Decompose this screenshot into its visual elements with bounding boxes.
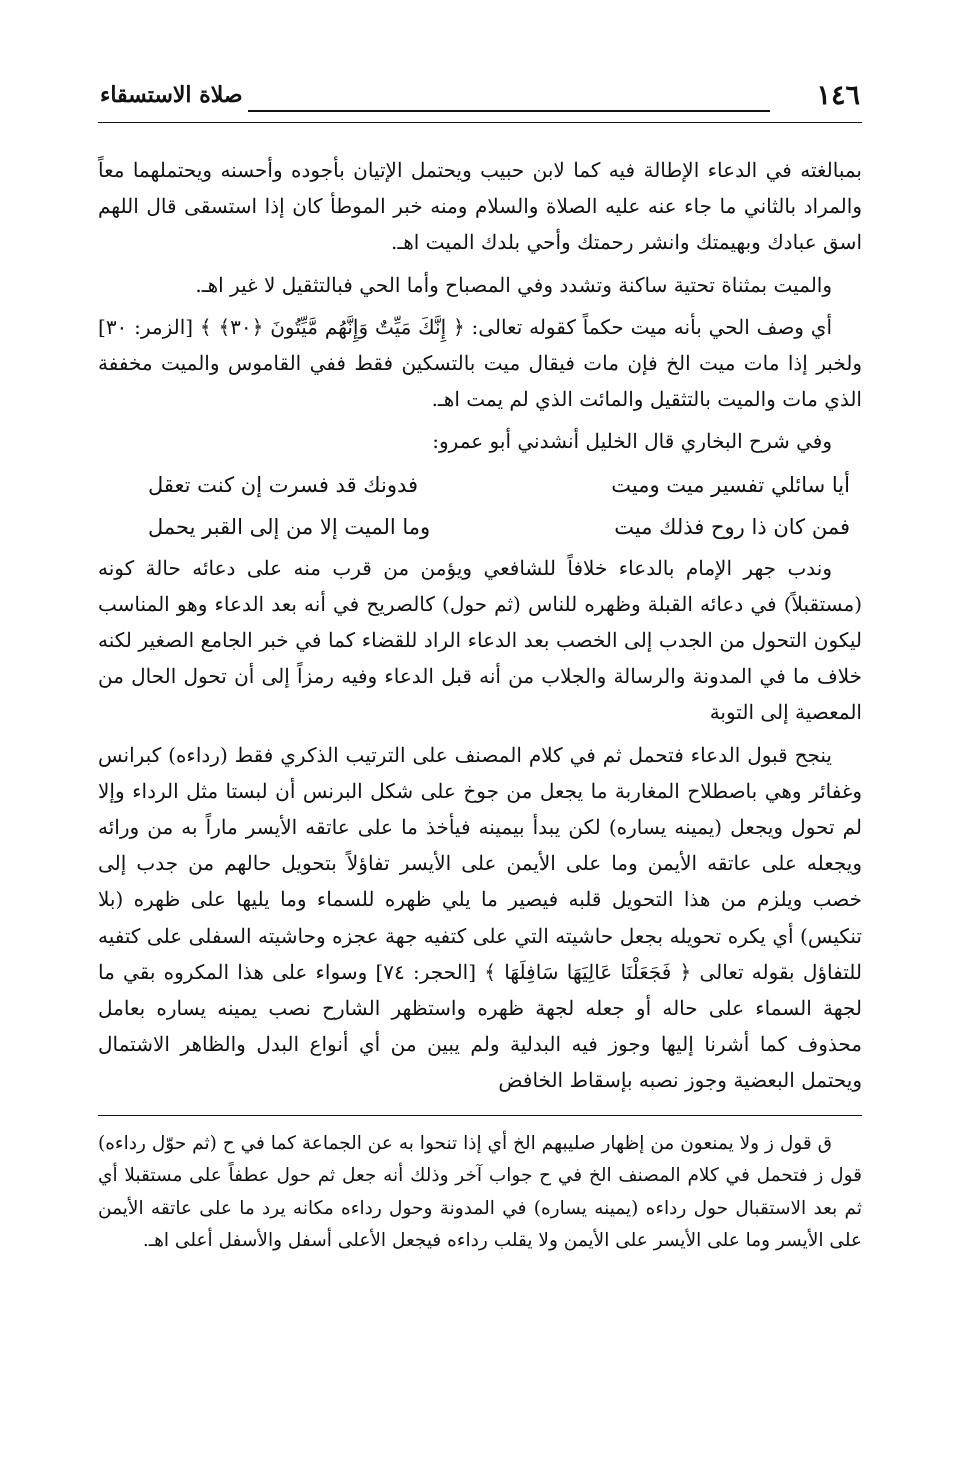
paragraph-1: بمبالغته في الدعاء الإطالة فيه كما لابن حبيب ويحتمل الإتيان بأجوده وأحسنه ويحتملهما معاً والمراد بالثاني ما جاء عنه عليه الصلاة والسلام ومنه خبر الموطأ كان إذا استسقى قال اللهم اسق عبادك وبهيمتك وانشر رحمتك وأحي بلدك الميت اهـ. [98, 158, 862, 255]
footnote-separator [98, 1115, 862, 1116]
paragraph-5-text: وندب جهر الإمام بالدعاء خلافاً للشافعي ويؤمن من قرب منه على دعائه حالة كونه (مستقبلاً) في دعائه القبلة وظهره للناس (ثم حول) كالصريح في أنه بعد الدعاء وهو المناسب ليكون التحول من الجدب إلى الخصب بعد الدعاء الراد للقضاء كما في خبر الجامع الصغير لكنه خلاف ما في المدونة والرسالة والجلاب من أنه قبل الدعاء وفيه رمزاً إلى أن تحول الحال من المعصية إلى التوبة [98, 555, 862, 725]
verse-1-first-hemistich: أيا سائلي تفسير ميت وميت [611, 472, 850, 497]
poem-verse-2 [98, 508, 862, 546]
page-header [98, 80, 862, 124]
footnote-text: ق قول ز ولا يمنعون من إظهار صليبهم الخ أي إذا تنحوا به عن الجماعة كما في ح (ثم حوّل رداءه) قول ز فتحمل في كلام المصنف الخ في ح جواب آخر وذلك أنه جعل ثم حول عطفاً على مستقبلا أي ثم بعد الاستقبال حول رداءه (يمينه يساره) في المدونة وحول رداءه مكانه يرد ما على عاتقه الأيمن على الأيسر وما على الأيسر على الأيمن ولا يقلب رداءه فيجعل الأعلى أسفل والأسفل أعلى اهـ. [98, 1132, 862, 1252]
page-number: ١٤٦ [816, 80, 860, 111]
paragraph-2 [98, 267, 862, 303]
paragraph-4 [98, 423, 862, 459]
verse-2-first-hemistich: فمن كان ذا روح فذلك ميت [614, 514, 850, 539]
book-page [98, 80, 862, 1258]
verse-1-second-hemistich: فدونك قد فسرت إن كنت تعقل [148, 472, 419, 497]
footnote-paragraph [98, 1128, 862, 1258]
paragraph-3-text: أي وصف الحي بأنه ميت حكماً كقوله تعالى: ﴿ إِنَّكَ مَيِّتٌ وَإِنَّهُم مَّيِّتُونَ ﴿٣٠﴾ ﴾ [الزمر: ٣٠] ولخبر إذا مات ميت الخ فإن مات فيقال ميت بالتسكين فقط ففي القاموس والميت مخففة الذي مات والميت بالتثقيل والمائت الذي لم يمت اهـ. [98, 314, 862, 412]
header-bottom-rule [98, 122, 862, 123]
paragraph-3 [98, 309, 862, 418]
main-text [98, 152, 862, 1099]
poem-verse-1 [98, 466, 862, 504]
chapter-title: صلاة الاستسقاء [100, 82, 243, 108]
header-rule [248, 110, 770, 112]
footnotes [98, 1128, 862, 1258]
paragraph-5 [98, 550, 862, 731]
paragraph-6-text: ينجح قبول الدعاء فتحمل ثم في كلام المصنف على الترتيب الذكري فقط (رداءه) كبرانس وغفائر وهي باصطلاح المغاربة ما يجعل من جوخ على شكل البرنس أن لبستا مثل الرداء وإلا لم تحول ويجعل (يمينه يساره) لكن يبدأ بيمينه فيأخذ ما على عاتقه الأيسر ماراً به من ورائه ويجعله على عاتقه الأيمن وما على الأيمن على الأيسر تفاؤلاً بتحويل حالهم من جدب إلى خصب ويلزم من هذا التحويل قلبه فيصير ما يلي ظهره للسماء وما يليها على ظهره (بلا تنكيس) أي يكره تحويله بجعل حاشيته التي على كتفيه جهة عجزه وحاشيته السفلى على كتفيه للتفاؤل بقوله تعالى ﴿ فَجَعَلْنَا عَالِيَهَا سَافِلَهَا ﴾ [الحجر: ٧٤] وسواء على هذا المكروه بقي ما لجهة السماء على حاله أو جعله لجهة ظهره واستظهر الشارح نصب يمينه يساره بعامل محذوف كما أشرنا إليها وجوز فيه البدلية ولم يبين من أي أنواع البدل والظاهر الاشتمال ويحتمل البعضية وجوز نصبه بإسقاط الخافض [98, 742, 863, 1093]
paragraph-4-text: وفي شرح البخاري قال الخليل أنشدني أبو عمرو: [432, 429, 832, 454]
paragraph-2-text: والميت بمثناة تحتية ساكنة وتشدد وفي المصباح وأما الحي فبالتثقيل لا غير اهـ. [195, 272, 832, 297]
verse-2-second-hemistich: وما الميت إلا من إلى القبر يحمل [148, 514, 431, 539]
paragraph-6 [98, 737, 862, 1099]
